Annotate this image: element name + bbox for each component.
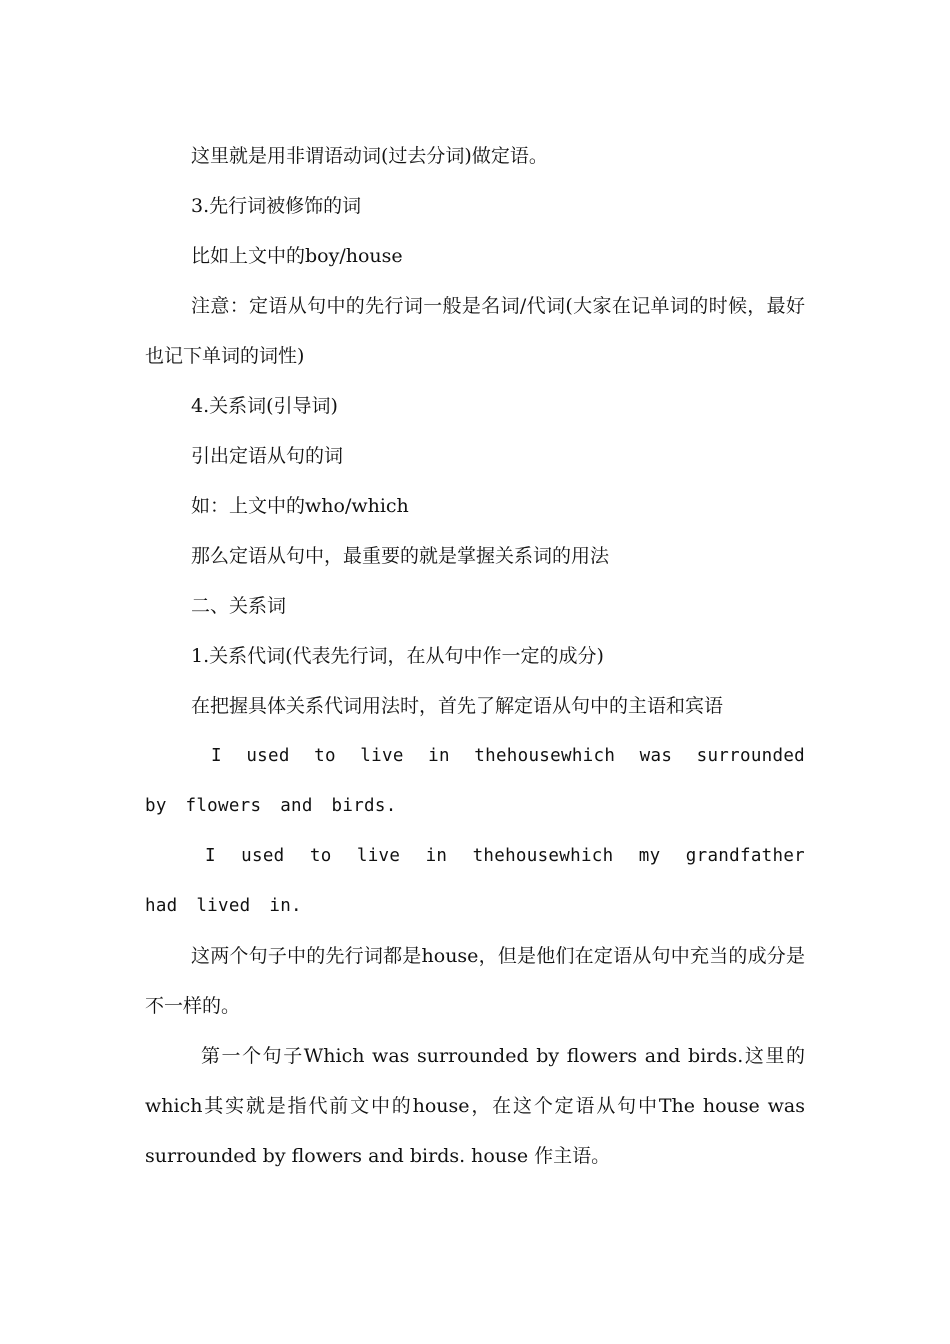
document-body <box>145 131 805 1181</box>
paragraph-15: 第一个句子Which was surrounded by flowers and birds.这里的which其实就是指代前文中的house，在这个定语从句中The house was surrounded by flowers and birds. house 作主语。 <box>145 1045 805 1167</box>
paragraph-8: 那么定语从句中，最重要的就是掌握关系词的用法 <box>191 545 610 567</box>
paragraph-5: 4.关系词(引导词) <box>191 395 338 417</box>
paragraph-11: 在把握具体关系代词用法时，首先了解定语从句中的主语和宾语 <box>191 695 724 717</box>
example-sentence-1: I used to live in thehousewhich was surrounded by flowers and birds. <box>145 746 805 816</box>
paragraph-4: 注意：定语从句中的先行词一般是名词/代词(大家在记单词的时候，最好也记下单词的词性) <box>145 295 805 367</box>
paragraph-2: 3.先行词被修饰的词 <box>191 195 362 217</box>
paragraph-9: 二、关系词 <box>191 595 287 617</box>
paragraph-14: 这两个句子中的先行词都是house，但是他们在定语从句中充当的成分是不一样的。 <box>145 945 805 1017</box>
paragraph-7: 如：上文中的who/which <box>191 495 409 517</box>
paragraph-10: 1.关系代词(代表先行词，在从句中作一定的成分) <box>191 645 604 667</box>
paragraph-1: 这里就是用非谓语动词(过去分词)做定语。 <box>191 145 548 167</box>
paragraph-6: 引出定语从句的词 <box>191 445 344 467</box>
paragraph-3: 比如上文中的boy/house <box>191 245 403 267</box>
example-sentence-2: I used to live in thehousewhich my grandfather had lived in. <box>145 846 805 916</box>
